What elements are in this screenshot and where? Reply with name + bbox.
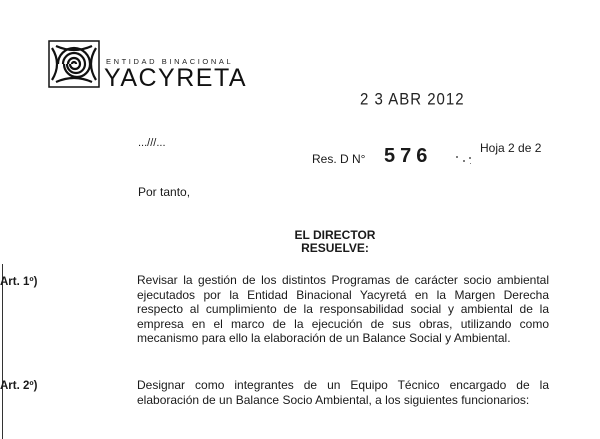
spiral-logo-icon	[48, 40, 100, 88]
scan-speck	[456, 156, 458, 158]
intro-text: Por tanto,	[138, 185, 191, 199]
page-continuation-mark: ...///...	[138, 137, 166, 149]
org-subtitle: ENTIDAD BINACIONAL	[106, 57, 234, 66]
resolution-label: Res. D N°	[312, 152, 366, 166]
margin-line	[2, 264, 3, 439]
scan-speck	[469, 157, 471, 159]
date-stamp: 2 3 ABR 2012	[360, 90, 465, 109]
article-2-label: Art. 2º)	[0, 380, 38, 392]
director-line: EL DIRECTOR	[294, 228, 376, 242]
scan-speck	[470, 163, 471, 164]
scan-speck	[463, 160, 465, 162]
page-count: Hoja 2 de 2	[480, 141, 542, 155]
article-1-label: Art. 1º)	[0, 276, 38, 288]
director-heading	[280, 229, 390, 255]
resolve-line: RESUELVE:	[301, 241, 369, 255]
org-name: YACYRETA	[104, 64, 248, 92]
resolution-number: 576	[384, 145, 433, 167]
article-1-text: Revisar la gestión de los distintos Programas de carácter socio ambiental ejecutados por la Entidad Binacional Yacyretá en la Margen Derecha respecto al cumplimiento de la responsabilidad social y ambiental de la empresa en el marco de la ejecución de sus obras, utilizando como mecanismo para ello la elaboración de un Balance Social y Ambiental.	[137, 273, 549, 346]
article-2-text: Designar como integrantes de un Equipo Técnico encargado de la elaboración de un Balance Socio Ambiental, a los siguientes funcionarios:	[137, 378, 549, 407]
